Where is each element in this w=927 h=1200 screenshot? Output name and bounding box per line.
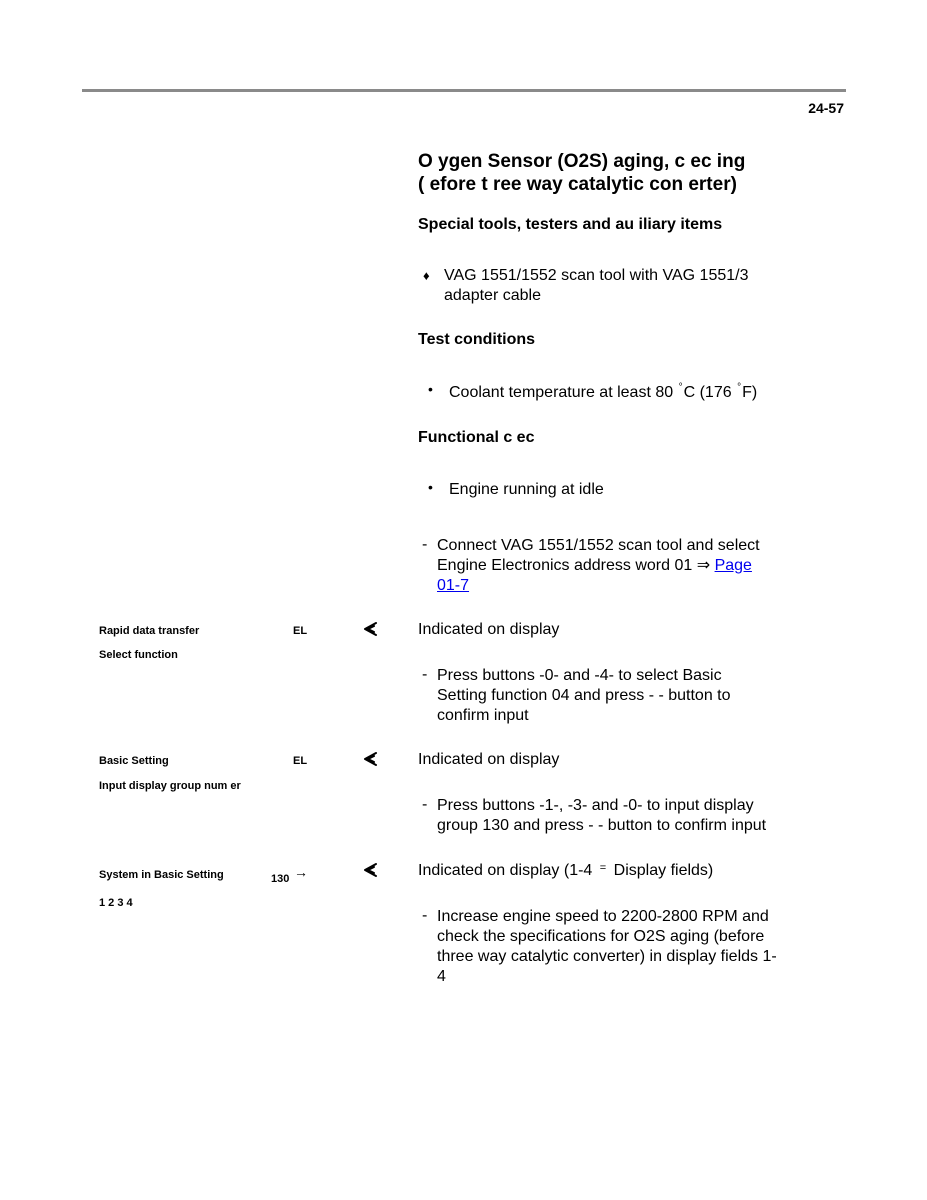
step-select-line-2: Setting function 04 and press - - button to (437, 687, 731, 704)
step-connect (437, 536, 760, 596)
right-arrow-icon: → (294, 864, 308, 880)
bullet-icon: • (428, 479, 433, 495)
step-connect-line-1: Connect VAG 1551/1552 scan tool and select (437, 537, 760, 554)
tools-heading: Special tools, testers and au iliary items (418, 216, 723, 233)
display3-indicated-suffix: Display fields) (613, 862, 714, 879)
step-input-display-group (437, 796, 766, 836)
pointer-arrow-icon (362, 751, 378, 767)
step-dash: - (422, 796, 428, 813)
display1-indicated: Indicated on display (418, 621, 560, 638)
display1-code: EL (293, 625, 308, 637)
step-select-line-3: confirm input (437, 707, 529, 724)
header-rule (82, 89, 846, 92)
functional-item: Engine running at idle (449, 481, 604, 498)
step-increase-line-3: three way catalytic converter) in display fields 1- (437, 948, 777, 965)
coolant-temp-prefix: Coolant temperature at least 80 (449, 384, 674, 401)
page-number: 24-57 (808, 100, 844, 116)
step-select-basic-setting (437, 666, 731, 726)
step-increase-line-4: 4 (437, 968, 446, 985)
step-input-line-1: Press buttons -1-, -3- and -0- to input display (437, 797, 754, 814)
display3-indicated-prefix: Indicated on display (1-4 (418, 862, 593, 879)
tools-item-line-2: adapter cable (444, 287, 541, 304)
display3-indicated (418, 861, 713, 882)
step-dash: - (422, 536, 428, 553)
pointer-arrow-icon (362, 862, 378, 878)
display3-line-2: 1 2 3 4 (99, 897, 133, 909)
degree-symbol: ° (737, 382, 742, 393)
page-link[interactable]: Page (714, 557, 752, 574)
display2-line-1: Basic Setting (99, 755, 169, 767)
coolant-temp-suffix: F) (742, 384, 758, 401)
right-arrow-icon: ⇒ (696, 557, 711, 574)
display3-line-1: System in Basic Setting (99, 869, 224, 881)
coolant-temp-middle: C (176 (683, 384, 732, 401)
conditions-heading: Test conditions (418, 331, 536, 348)
tools-item-text (444, 266, 749, 306)
display2-line-2: Input display group num er (99, 780, 241, 792)
page-link-continued[interactable]: 01-7 (437, 577, 470, 594)
display1-line-1: Rapid data transfer (99, 625, 200, 637)
pointer-arrow-icon (362, 621, 378, 637)
diamond-bullet-icon: ♦ (423, 268, 430, 283)
step-dash: - (422, 666, 428, 683)
title-line-2: ( efore t ree way catalytic con erter) (418, 174, 737, 195)
display2-indicated: Indicated on display (418, 751, 560, 768)
display3-code: 130 (271, 873, 290, 885)
title-line-1: O ygen Sensor (O2S) aging, c ec ing (418, 151, 746, 172)
step-increase-engine-speed (437, 907, 777, 987)
tools-item-line-1: VAG 1551/1552 scan tool with VAG 1551/3 (444, 267, 749, 284)
display1-line-2: Select function (99, 649, 178, 661)
step-dash: - (422, 907, 428, 924)
conditions-item (449, 383, 757, 405)
step-input-line-2: group 130 and press - - button to confirm input (437, 817, 767, 834)
bullet-icon: • (428, 381, 433, 397)
step-select-line-1: Press buttons -0- and -4- to select Basic (437, 667, 722, 684)
display2-code: EL (293, 755, 308, 767)
step-increase-line-1: Increase engine speed to 2200-2800 RPM and (437, 908, 769, 925)
step-increase-line-2: check the specifications for O2S aging (before (437, 928, 765, 945)
functional-heading: Functional c ec (418, 429, 535, 446)
degree-symbol: ° (678, 382, 683, 393)
step-connect-line-2: Engine Electronics address word 01 (437, 557, 693, 574)
equals-symbol: = (599, 862, 607, 874)
page-title (418, 150, 745, 196)
